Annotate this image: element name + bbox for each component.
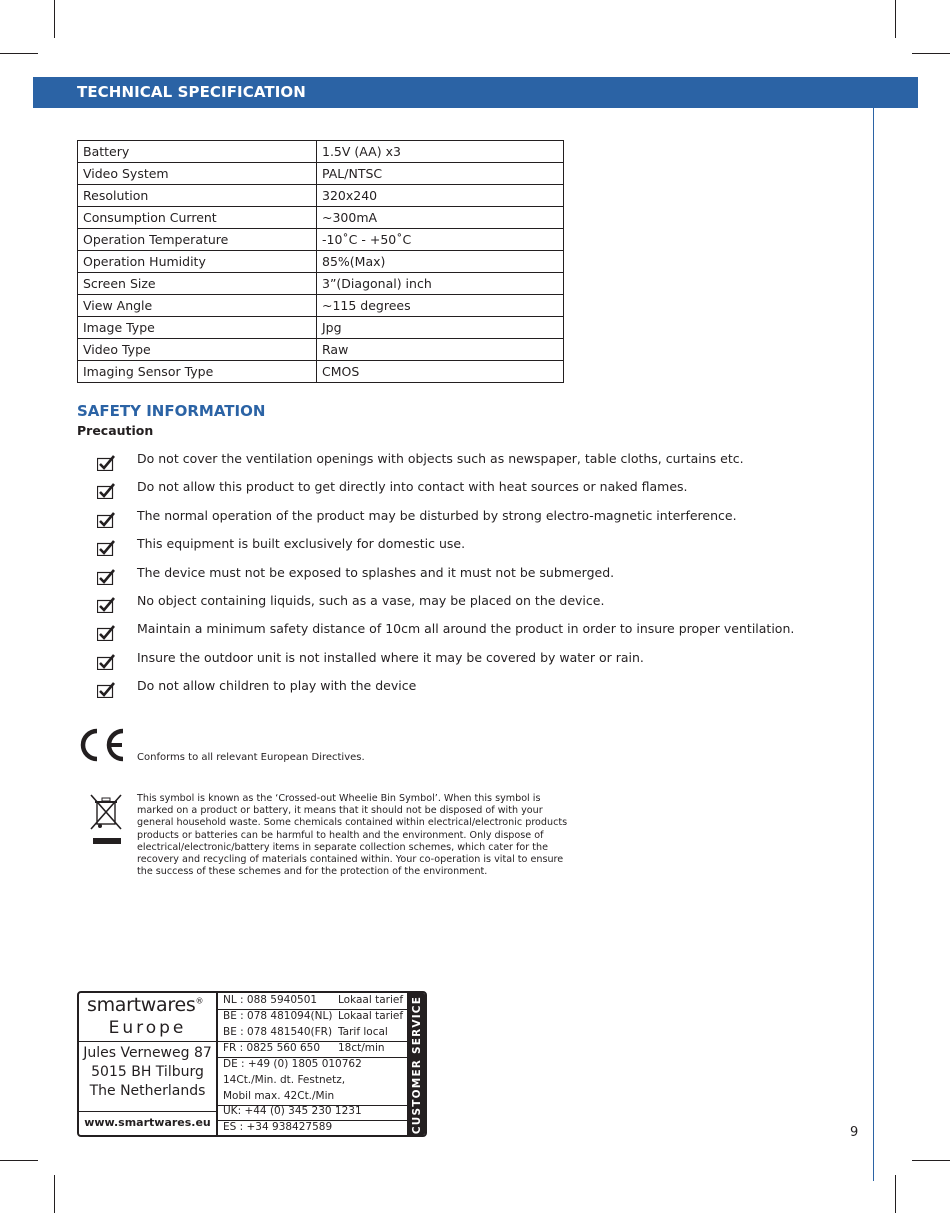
precaution-text: The normal operation of the product may be disturbed by strong electro-magnetic interference. — [137, 508, 737, 523]
crop-mark — [0, 1160, 38, 1161]
ce-mark-icon — [77, 727, 129, 763]
spec-label: View Angle — [78, 295, 317, 317]
table-row — [78, 339, 564, 361]
checkbox-checked-icon — [97, 597, 115, 613]
table-row — [78, 251, 564, 273]
weee-line: marked on a product or battery, it means that it should not be disposed of with your — [137, 805, 543, 817]
postal-address — [79, 1044, 216, 1101]
brand-name: smartwares — [87, 994, 196, 1016]
address-line: The Netherlands — [89, 1083, 206, 1099]
spec-value: ~115 degrees — [317, 295, 564, 317]
spec-value: 320x240 — [317, 185, 564, 207]
spec-value: 3”(Diagonal) inch — [317, 273, 564, 295]
address-line: Jules Verneweg 87 — [83, 1045, 212, 1061]
website-link[interactable]: www.smartwares.eu — [79, 1111, 216, 1136]
spec-label: Consumption Current — [78, 207, 317, 229]
table-row — [78, 163, 564, 185]
table-row — [78, 229, 564, 251]
spec-label: Image Type — [78, 317, 317, 339]
crop-mark — [912, 53, 950, 54]
phone-line: NL : 088 5940501 — [223, 994, 318, 1006]
phone-row — [223, 1026, 388, 1038]
customer-service-label: CUSTOMER SERVICE — [411, 995, 423, 1135]
spec-value: Jpg — [317, 317, 564, 339]
precaution-text: Insure the outdoor unit is not installed where it may be covered by water or rain. — [137, 650, 644, 665]
checkbox-checked-icon — [97, 483, 115, 499]
crop-mark — [895, 1175, 896, 1213]
phone-row — [223, 1074, 345, 1086]
phone-tariff: Tarif local — [338, 1026, 388, 1038]
table-row — [78, 295, 564, 317]
spec-label: Battery — [78, 141, 317, 163]
table-row — [78, 185, 564, 207]
weee-line: electrical/electronic/battery items in separate collection schemes, which cater for the — [137, 841, 548, 853]
spec-value: PAL/NTSC — [317, 163, 564, 185]
spec-value: 85%(Max) — [317, 251, 564, 273]
spec-label: Video Type — [78, 339, 317, 361]
precaution-text: Maintain a minimum safety distance of 10cm all around the product in order to insure proper ventilation. — [137, 621, 795, 636]
phone-row — [223, 1090, 334, 1102]
table-row — [78, 317, 564, 339]
phone-line: BE : 078 481540(FR) — [223, 1026, 333, 1038]
crop-mark — [0, 53, 38, 54]
table-row — [78, 361, 564, 383]
phone-line: Mobil max. 42Ct./Min — [223, 1090, 335, 1102]
spec-table — [77, 140, 564, 383]
precaution-text: Do not cover the ventilation openings with objects such as newspaper, table cloths, curtains etc. — [137, 451, 744, 466]
spec-label: Resolution — [78, 185, 317, 207]
weee-line: products or batteries can be harmful to health and the environment. Only dispose of — [137, 829, 544, 841]
page-number: 9 — [850, 1125, 859, 1140]
precaution-text: The device must not be exposed to splashes and it must not be submerged. — [137, 565, 615, 580]
precaution-heading: Precaution — [77, 423, 154, 438]
checkbox-checked-icon — [97, 540, 115, 556]
precaution-text: Do not allow this product to get directly into contact with heat sources or naked flames. — [137, 479, 688, 494]
phone-row — [223, 1058, 362, 1070]
phone-line: DE : +49 (0) 1805 010762 — [223, 1058, 362, 1070]
weee-statement — [137, 793, 577, 878]
margin-rule — [873, 108, 874, 1181]
weee-line: general household waste. Some chemicals contained within electrical/electronic products — [137, 817, 568, 829]
phone-tariff: 18ct/min — [338, 1042, 385, 1054]
ce-statement: Conforms to all relevant European Directives. — [137, 752, 365, 763]
spec-label: Imaging Sensor Type — [78, 361, 317, 383]
checkbox-checked-icon — [97, 569, 115, 585]
phone-line: UK: +44 (0) 345 230 1231 — [223, 1105, 362, 1117]
section-title: TECHNICAL SPECIFICATION — [77, 83, 306, 101]
contact-box — [77, 991, 427, 1137]
weee-line: This symbol is known as the ‘Crossed-out Wheelie Bin Symbol’. When this symbol is — [137, 793, 541, 804]
phone-line: 14Ct./Min. dt. Festnetz, — [223, 1074, 346, 1086]
checkbox-checked-icon — [97, 455, 115, 471]
phone-row — [223, 1121, 332, 1133]
checkbox-checked-icon — [97, 512, 115, 528]
phone-line: ES : +34 938427589 — [223, 1121, 333, 1133]
phone-tariff: Lokaal tarief — [338, 994, 404, 1006]
phone-row — [223, 1010, 404, 1022]
spec-value: Raw — [317, 339, 564, 361]
weee-line: recovery and recycling of materials contained within. Your co-operation is vital to ensure — [137, 854, 564, 866]
header-band — [33, 77, 918, 108]
spec-value: -10˚C - +50˚C — [317, 229, 564, 251]
table-row — [78, 141, 564, 163]
crop-mark — [54, 0, 55, 38]
spec-value: CMOS — [317, 361, 564, 383]
spec-label: Operation Humidity — [78, 251, 317, 273]
phone-line: FR : 0825 560 650 — [223, 1042, 321, 1054]
divider — [216, 993, 218, 1137]
phone-row — [223, 994, 404, 1006]
brand-logo — [79, 993, 216, 1042]
spec-value: 1.5V (AA) x3 — [317, 141, 564, 163]
table-row — [78, 273, 564, 295]
precaution-text: No object containing liquids, such as a vase, may be placed on the device. — [137, 593, 605, 608]
phone-line: BE : 078 481094(NL) — [223, 1010, 333, 1022]
spec-label: Video System — [78, 163, 317, 185]
phone-tariff: Lokaal tarief — [338, 1010, 404, 1022]
crossed-bin-icon — [88, 793, 124, 845]
crop-mark — [54, 1175, 55, 1213]
crop-mark — [912, 1160, 950, 1161]
address-line: 5015 BH Tilburg — [91, 1064, 204, 1080]
checkbox-checked-icon — [97, 682, 115, 698]
phone-row — [223, 1042, 385, 1054]
crop-mark — [895, 0, 896, 38]
phone-row — [223, 1105, 362, 1117]
brand-region: Europe — [108, 1018, 187, 1038]
checkbox-checked-icon — [97, 625, 115, 641]
precaution-text: This equipment is built exclusively for domestic use. — [137, 536, 466, 551]
table-row — [78, 207, 564, 229]
spec-label: Screen Size — [78, 273, 317, 295]
precaution-text: Do not allow children to play with the device — [137, 678, 417, 693]
checkbox-checked-icon — [97, 654, 115, 670]
spec-value: ~300mA — [317, 207, 564, 229]
brand-registered-mark: ® — [195, 996, 204, 1006]
weee-line: the success of these schemes and for the protection of the environment. — [137, 866, 488, 878]
safety-title: SAFETY INFORMATION — [77, 402, 266, 420]
spec-label: Operation Temperature — [78, 229, 317, 251]
